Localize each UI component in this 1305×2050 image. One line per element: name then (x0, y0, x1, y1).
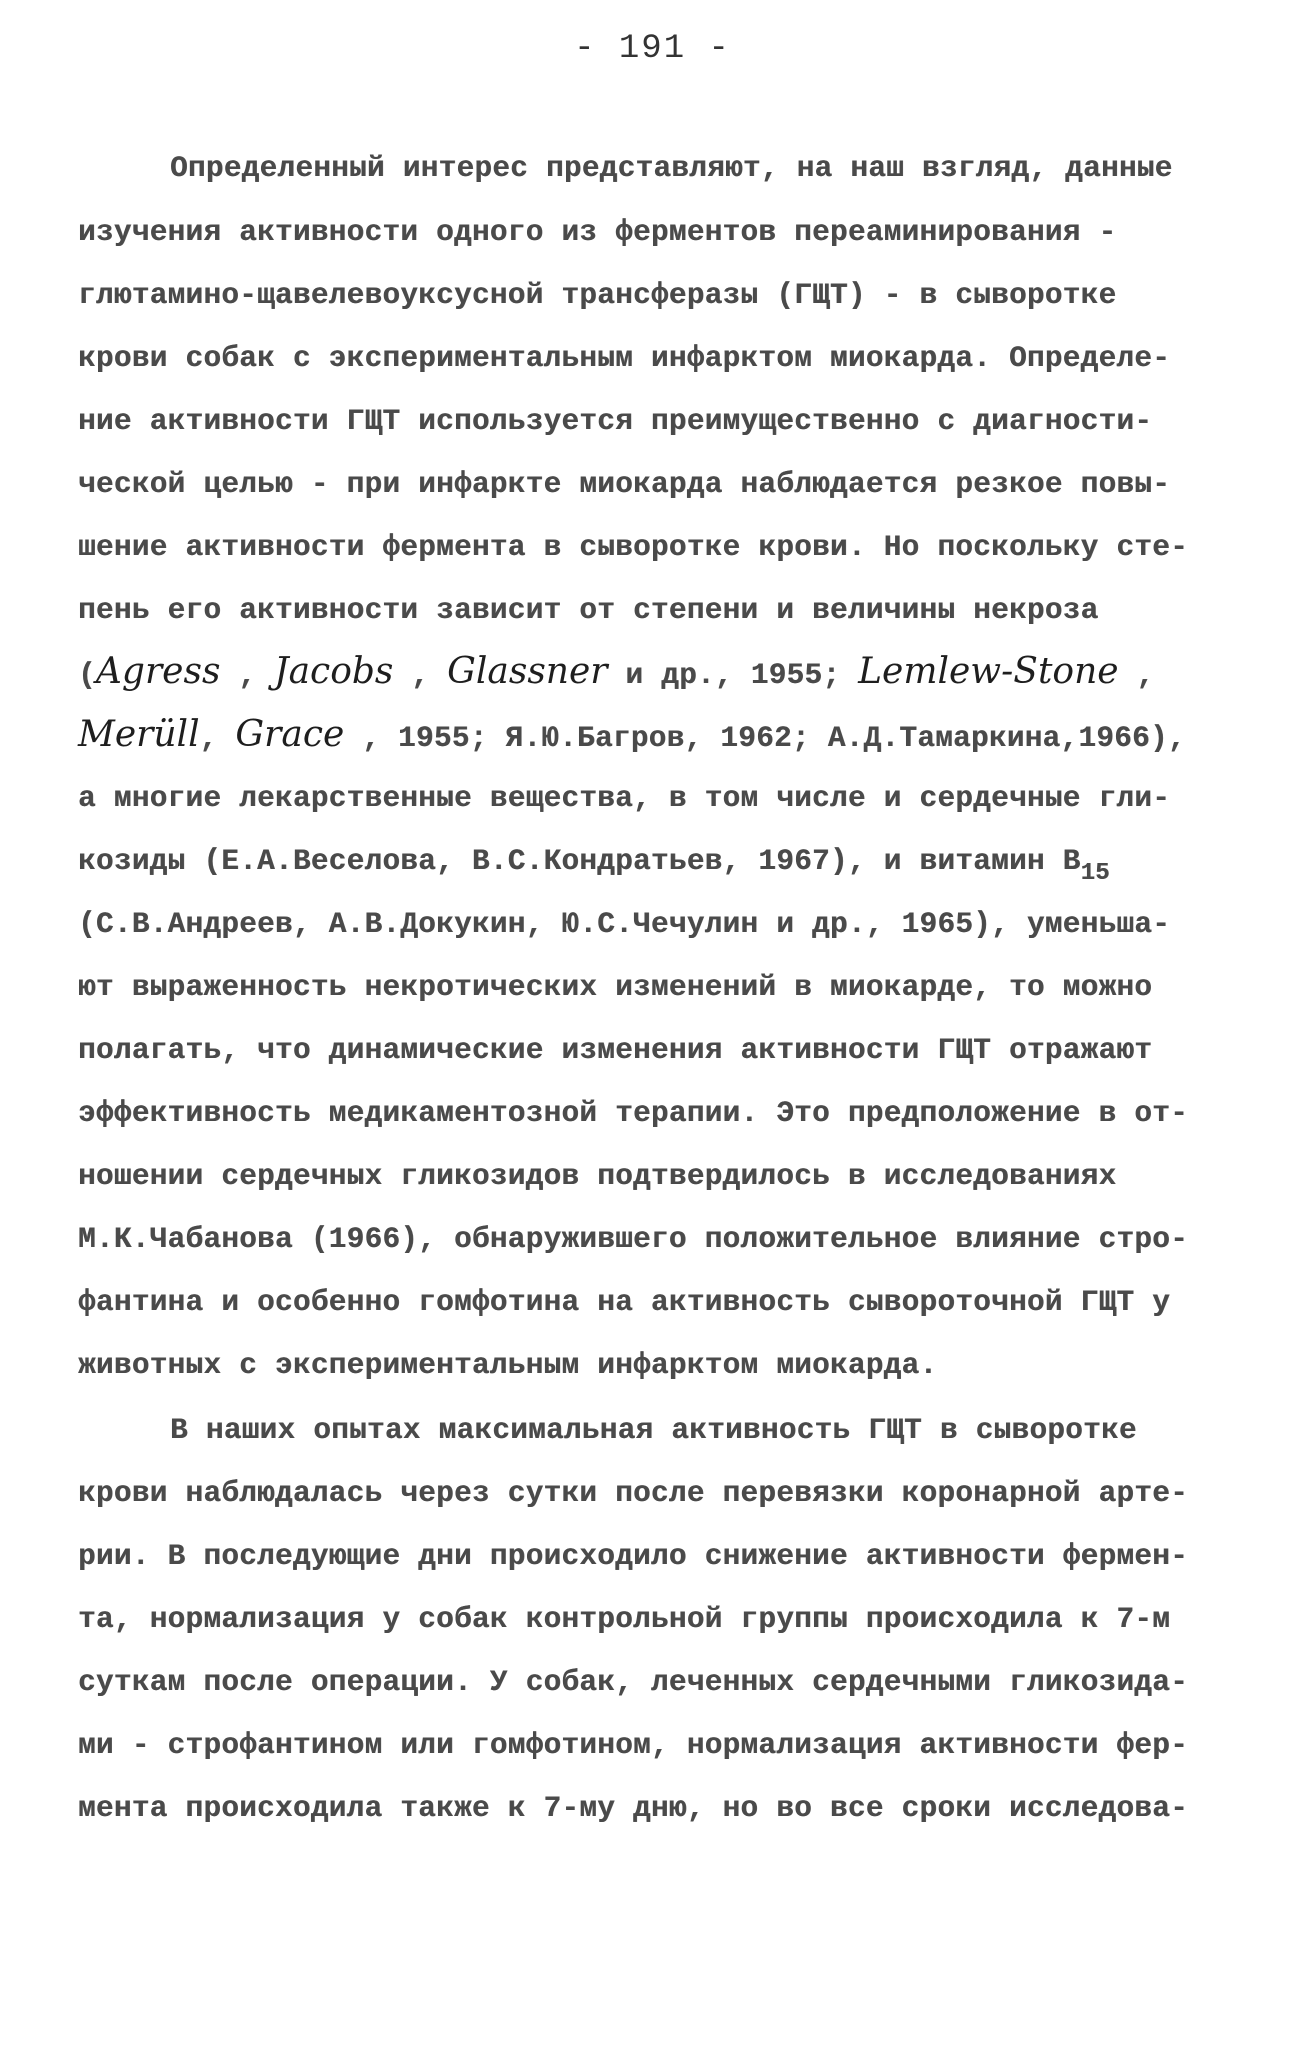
separator: , (199, 721, 236, 755)
text-line: эффективность медикаментозной терапии. Это предположение в от- (78, 1096, 1188, 1130)
text-line: М.К.Чабанова (1966), обнаружившего положительное влияние стро- (78, 1222, 1188, 1256)
text-line: крови наблюдалась через сутки после перевязки коронарной арте- (78, 1476, 1188, 1510)
text-line: а многие лекарственные вещества, в том числе и сердечные гли- (78, 781, 1171, 815)
vitamin-text: козиды (Е.А.Веселова, В.С.Кондратьев, 1967), и витамин В (78, 844, 1081, 878)
text-line: суткам после операции. У собак, леченных сердечными гликозида- (78, 1665, 1188, 1699)
text-line: изучения активности одного из ферментов переаминирования - (78, 215, 1117, 249)
text-line: ми - строфантином или гомфотином, нормализация активности фер- (78, 1728, 1188, 1762)
handwritten-author: Jacobs (274, 651, 394, 692)
text-line: животных с экспериментальным инфарктом миокарда. (78, 1348, 938, 1382)
handwritten-author: Agress (95, 651, 221, 692)
page-number: - 191 - (574, 30, 731, 68)
handwritten-author: Merüll (78, 714, 200, 755)
citation-line (78, 715, 1238, 755)
text-line: ние активности ГЩТ используется преимущественно с диагности- (78, 404, 1153, 438)
separator: , (393, 658, 448, 692)
separator: , (1118, 658, 1155, 692)
text-line: рии. В последующие дни происходило снижение активности фермен- (78, 1539, 1188, 1573)
vitamin-subscript: 15 (1080, 860, 1110, 887)
text-line: шение активности фермента в сыворотке крови. Но поскольку сте- (78, 530, 1188, 564)
text-line (78, 841, 1238, 887)
text-line: фантина и особенно гомфотина на активность сывороточной ГЩТ у (78, 1285, 1171, 1319)
handwritten-author: Grace (235, 714, 345, 755)
text-line: ческой целью - при инфаркте миокарда наблюдается резкое повы- (78, 467, 1171, 501)
text-line: В наших опытах максимальная активность ГЩТ в сыворотке (170, 1413, 1137, 1447)
text-line: Определенный интерес представляют, на наш взгляд, данные (170, 151, 1173, 185)
handwritten-author: Glassner (447, 651, 608, 692)
text-line: глютамино-щавелевоуксусной трансферазы (ГЩТ) - в сыворотке (78, 278, 1117, 312)
text-line: та, нормализация у собак контрольной группы происходила к 7-м (78, 1602, 1171, 1636)
open-paren: ( (78, 658, 96, 692)
separator: , (220, 658, 275, 692)
citation-text: и др., 1955; (607, 658, 859, 692)
text-line: (С.В.Андреев, А.В.Докукин, Ю.С.Чечулин и др., 1965), уменьша- (78, 907, 1171, 941)
text-line: мента происходила также к 7-му дню, но во все сроки исследова- (78, 1791, 1188, 1825)
citation-text: , 1955; Я.Ю.Багров, 1962; А.Д.Тамаркина,1966), (344, 721, 1186, 755)
text-line: ют выраженность некротических изменений в миокарде, то можно (78, 970, 1153, 1004)
text-line: ношении сердечных гликозидов подтвердилось в исследованиях (78, 1159, 1117, 1193)
citation-line (78, 652, 1238, 692)
handwritten-author: Lemlew-Stone (858, 651, 1119, 692)
text-line: крови собак с экспериментальным инфарктом миокарда. Определе- (78, 341, 1171, 375)
text-line: полагать, что динамические изменения активности ГЩТ отражают (78, 1033, 1153, 1067)
text-line: пень его активности зависит от степени и величины некроза (78, 593, 1099, 627)
